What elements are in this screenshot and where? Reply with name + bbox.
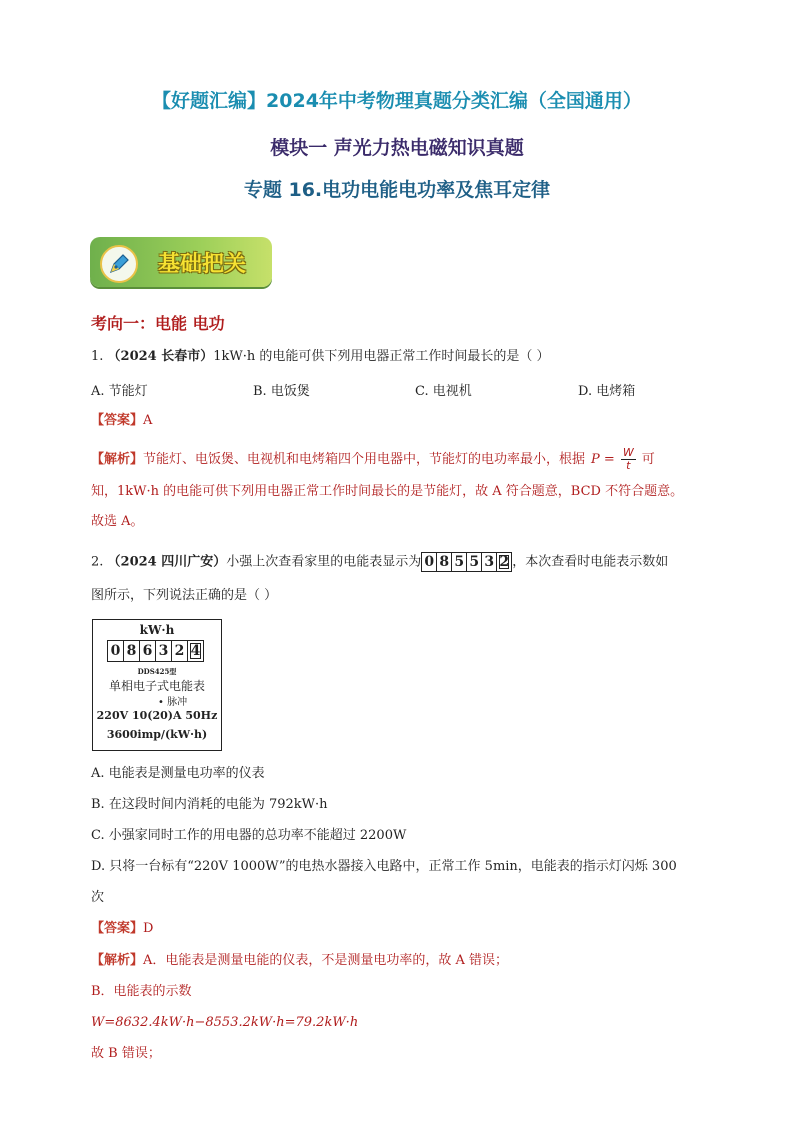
question-1-analysis-line-3: 故选 A。 bbox=[91, 514, 144, 529]
module-title: 模块一 声光力热电磁知识真题 bbox=[270, 137, 524, 159]
question-1-option-d: D. 电烤箱 bbox=[578, 384, 636, 399]
question-2-option-d-continued: 次 bbox=[91, 890, 105, 905]
previous-meter-reading: 0 8 5 5 3 2 bbox=[421, 552, 512, 572]
question-1-answer: 【答案】A bbox=[91, 413, 153, 428]
topic-title: 专题 16.电功电能电功率及焦耳定律 bbox=[243, 179, 551, 201]
section-banner bbox=[90, 237, 272, 287]
question-2-option-c: C. 小强家同时工作的用电器的总功率不能超过 2200W bbox=[91, 828, 407, 843]
pen-icon bbox=[100, 245, 138, 283]
power-formula-fraction: $\frac{W}{t}$ bbox=[622, 446, 634, 472]
meter-pulse-label: • 脉冲 bbox=[158, 697, 188, 708]
section-heading: 考向一：电能 电功 bbox=[91, 314, 225, 333]
question-1-analysis-line-1: 【解析】节能灯、电饭煲、电视机和电烤箱四个用电器中，节能灯的电功率最小，根据 P = $\frac{W}{t}$ 可 bbox=[91, 446, 655, 472]
meter-reading: 0 8 6 3 2 4 bbox=[107, 640, 204, 662]
meter-model: DDS425型 bbox=[137, 667, 177, 676]
question-1-option-b: B. 电饭煲 bbox=[253, 384, 310, 399]
question-2-analysis-b: B．电能表的示数 bbox=[91, 984, 192, 999]
electricity-meter-figure bbox=[92, 619, 222, 751]
meter-name: 单相电子式电能表 bbox=[108, 679, 205, 693]
question-2-analysis-b-conclusion: 故 B 错误； bbox=[91, 1046, 161, 1061]
question-2-answer: 【答案】D bbox=[91, 921, 154, 936]
question-2-option-d: D. 只将一台标有“220V 1000W”的电热水器接入电路中，正常工作 5min，电能表的指示灯闪烁 300 bbox=[91, 859, 677, 874]
meter-unit: kW·h bbox=[139, 623, 175, 637]
question-2-analysis-b-equation: W=8632.4kW·h−8553.2kW·h=79.2kW·h bbox=[91, 1015, 359, 1030]
question-2-stem: 2. （2024 四川广安）小强上次查看家里的电能表显示为 0 8 5 5 3 2 ，本次查看时电能表示数如 bbox=[91, 554, 669, 570]
banner-label: 基础把关 bbox=[158, 252, 247, 277]
question-2-option-a: A. 电能表是测量电功率的仪表 bbox=[91, 766, 265, 781]
question-2-analysis-a: 【解析】A．电能表是测量电能的仪表，不是测量电功率的，故 A 错误； bbox=[91, 953, 509, 968]
question-1-analysis-line-2: 知，1kW·h 的电能可供下列用电器正常工作时间最长的是节能灯，故 A 符合题意，BCD 不符合题意。 bbox=[91, 484, 684, 499]
question-1-stem: 1. （2024 长春市）1kW·h 的电能可供下列用电器正常工作时间最长的是（ ） bbox=[91, 349, 550, 364]
question-2-option-b: B. 在这段时间内消耗的电能为 792kW·h bbox=[91, 797, 328, 812]
meter-spec-constant: 3600imp/(kW·h) bbox=[106, 728, 208, 741]
question-1-option-a: A. 节能灯 bbox=[91, 384, 148, 399]
document-title: 【好题汇编】2024年中考物理真题分类汇编（全国通用） bbox=[152, 90, 642, 112]
question-2-stem-line-2: 图所示，下列说法正确的是（ ） bbox=[91, 588, 278, 603]
question-1-option-c: C. 电视机 bbox=[415, 384, 472, 399]
meter-spec-rating: 220V 10(20)A 50Hz bbox=[96, 709, 218, 722]
